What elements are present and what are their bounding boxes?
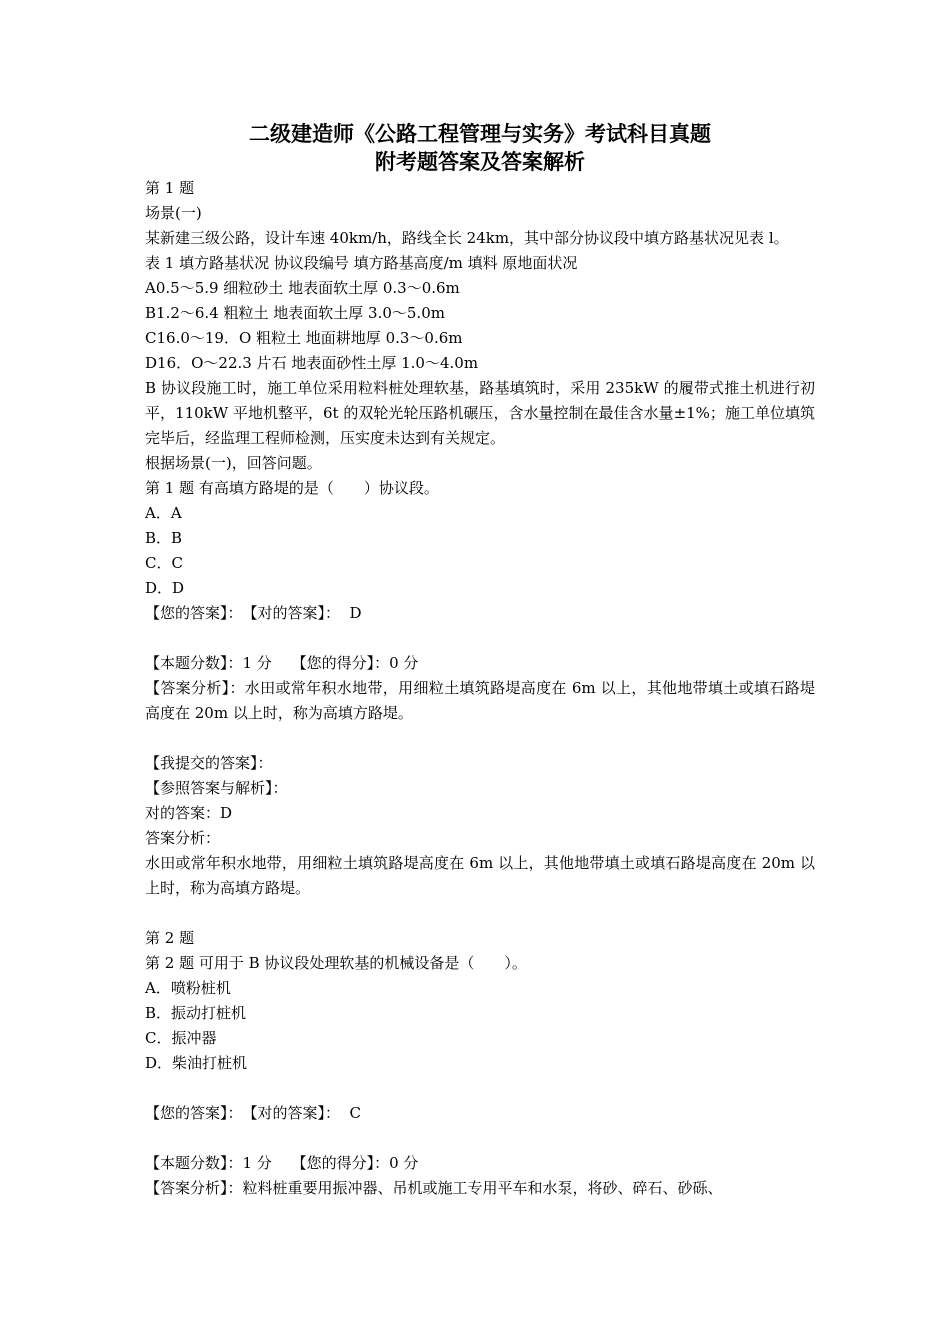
document-title bbox=[145, 120, 815, 176]
spacer bbox=[145, 726, 815, 751]
q1-analysis-line: 【答案分析】：水田或常年积水地带，用细粒土填筑路堤高度在 6m 以上，其他地带填土或填石路堤高度在 20m 以上时，称为高填方路堤。 bbox=[145, 679, 815, 722]
q1-table-row-b: B1.2～6.4 粗粒土 地表面软土厚 3.0～5.0m bbox=[145, 304, 445, 322]
q1-score-line: 【本题分数】：1 分 【您的得分】：0 分 bbox=[145, 654, 419, 672]
q2-option-d: D．柴油打桩机 bbox=[145, 1054, 248, 1072]
q1-reference: 【参照答案与解析】： bbox=[145, 779, 288, 797]
q1-table-row-a: A0.5～5.9 细粒砂土 地表面软土厚 0.3～0.6m bbox=[145, 279, 460, 297]
q2-answer-line: 【您的答案】： 【对的答案】： C bbox=[145, 1104, 362, 1122]
q1-table-row-c: C16.0～19．O 粗粒土 地面耕地厚 0.3～0.6m bbox=[145, 329, 463, 347]
spacer bbox=[145, 1126, 815, 1151]
q1-option-c: C．C bbox=[145, 554, 183, 572]
spacer bbox=[145, 901, 815, 926]
q2-option-b: B．振动打桩机 bbox=[145, 1004, 247, 1022]
q1-correct: 对的答案：D bbox=[145, 804, 233, 822]
q1-analysis-label: 答案分析： bbox=[145, 829, 221, 847]
q1-intro: 某新建三级公路，设计车速 40km/h，路线全长 24km，其中部分协议段中填方路基状况见表 l。 bbox=[145, 229, 789, 247]
q1-submitted: 【我提交的答案】： bbox=[145, 754, 273, 772]
q1-option-a: A．A bbox=[145, 504, 182, 522]
question-2 bbox=[145, 926, 815, 1201]
q2-question: 第 2 题 可用于 B 协议段处理软基的机械设备是（ ）。 bbox=[145, 954, 527, 972]
q1-construction: B 协议段施工时，施工单位采用粒料桩处理软基，路基填筑时，采用 235kW 的履带式推土机进行初平，110kW 平地机整平，6t 的双轮光轮压路机碾压，含水量控制在最佳含水量±1%；施工单位填筑完毕后，经监理工程师检测，压实度未达到有关规定。 bbox=[145, 379, 815, 447]
spacer bbox=[145, 1076, 815, 1101]
q2-option-c: C．振冲器 bbox=[145, 1029, 217, 1047]
q1-question: 第 1 题 有高填方路堤的是（ ）协议段。 bbox=[145, 479, 439, 497]
q2-header: 第 2 题 bbox=[145, 929, 195, 947]
q2-option-a: A．喷粉桩机 bbox=[145, 979, 231, 997]
document-page bbox=[145, 120, 815, 1201]
question-1 bbox=[145, 176, 815, 926]
q1-scene: 场景(一) bbox=[145, 204, 202, 222]
q1-prompt: 根据场景(一)，回答问题。 bbox=[145, 454, 322, 472]
document-body bbox=[145, 176, 815, 1201]
title-line-1: 二级建造师《公路工程管理与实务》考试科目真题 bbox=[249, 121, 711, 146]
title-line-2: 附考题答案及答案解析 bbox=[375, 149, 585, 174]
q1-table-head: 表 1 填方路基状况 协议段编号 填方路基高度/m 填料 原地面状况 bbox=[145, 254, 578, 272]
q2-score-line: 【本题分数】：1 分 【您的得分】：0 分 bbox=[145, 1154, 419, 1172]
q1-analysis-text: 水田或常年积水地带，用细粒土填筑路堤高度在 6m 以上，其他地带填土或填石路堤高度在 20m 以上时，称为高填方路堤。 bbox=[145, 854, 815, 897]
q1-option-b: B．B bbox=[145, 529, 183, 547]
q1-header: 第 1 题 bbox=[145, 179, 195, 197]
spacer bbox=[145, 626, 815, 651]
q1-answer-line: 【您的答案】： 【对的答案】： D bbox=[145, 604, 362, 622]
q2-analysis-line: 【答案分析】：粒料桩重要用振冲器、吊机或施工专用平车和水泵，将砂、碎石、砂砾、 bbox=[145, 1179, 723, 1197]
q1-option-d: D．D bbox=[145, 579, 185, 597]
q1-table-row-d: D16．O～22.3 片石 地表面砂性土厚 1.0～4.0m bbox=[145, 354, 479, 372]
